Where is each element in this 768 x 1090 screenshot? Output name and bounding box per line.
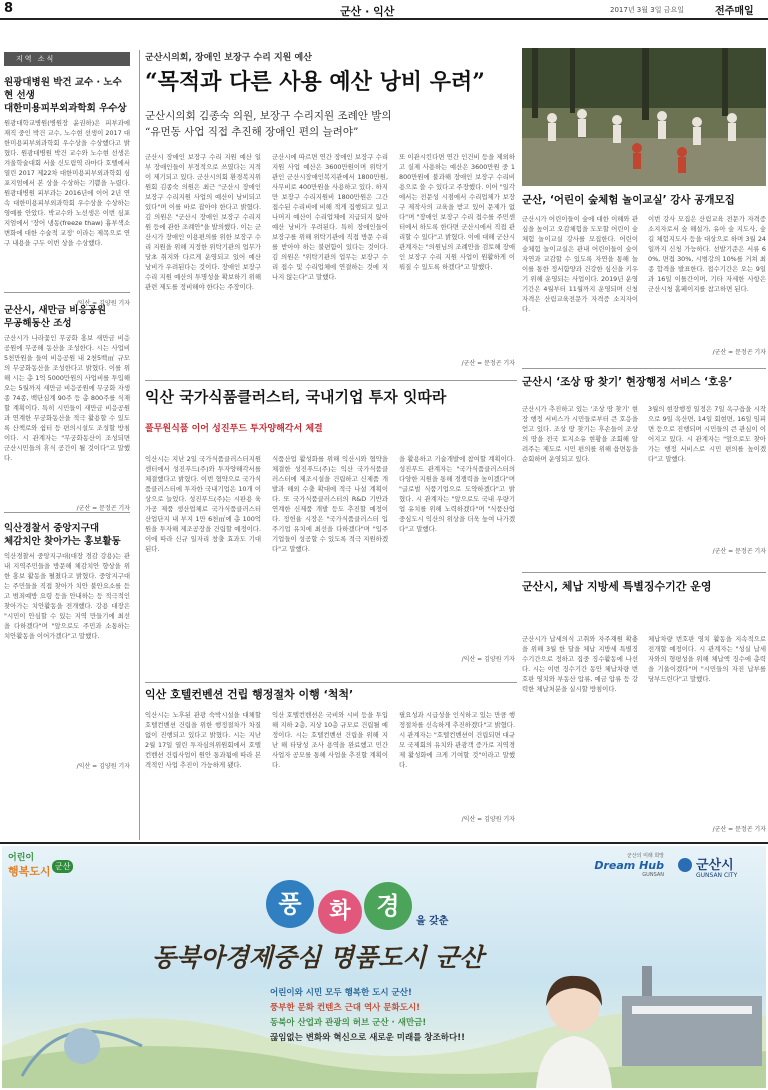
food-headline: 익산 국가식품클러스터, 국내기업 투자 잇따라: [145, 388, 447, 406]
main-credit: /군산 = 문정곤 기자: [461, 360, 515, 367]
sidebar: [4, 52, 134, 842]
food-subhead: 풀무원식품 이어 성진푸드 투자양해각서 체결: [145, 424, 323, 434]
ad-circles-suffix: 을 갖춘: [416, 916, 449, 927]
ancestor-headline: 군산시 ‘조상 땅 찾기’ 현장행정 서비스 ‘호응’: [522, 376, 733, 388]
tax-col-1: 군산시가 납세의식 고취와 자주재원 확충을 위해 3월 한 달을 체납 지방세 특별징수기간으로 정하고 집중 징수활동에 나선다. 시는 이번 징수기간 동안 체납차량 번호판 영치와 부동산 압류, 예금 압류 등 강력한 체납처분을 실시할 방침이다.: [522, 635, 638, 693]
ancestor-credit: /군산 = 문정곤 기자: [712, 548, 766, 555]
main-headline: “목적과 다른 사용 예산 낭비 우려”: [145, 69, 485, 95]
ancestor-story: [522, 374, 766, 564]
photo-story-credit: /군산 = 문정곤 기자: [712, 349, 766, 356]
sidebar-column-rule: [139, 50, 140, 840]
section-rule: [522, 368, 766, 369]
main-story: [145, 50, 517, 375]
main-kicker: 군산시의회, 장애인 보장구 수리 지원 예산: [145, 53, 312, 63]
food-col-1: 익산시는 지난 2일 국가식품클러스터지원센터에서 성진푸드(주)와 투자양해각서를 체결했다고 밝혔다. 이번 협약으로 국가식품클러스터에 투자한 국내기업은 10개 이상으로 늘었다. 성진푸드(주)는 시판용 육가공 제품 생산업체로 국가식품클러스터 산업단지 내 부지 1만 6천㎡에 총 100억원을 투자해 제조공장을 건립할 예정이다. 이에 따라 신규 일자리 창출 효과도 기대된다.: [145, 455, 261, 553]
food-col-2: 식품산업 활성화를 위해 익산시와 협약을 체결한 성진푸드(주)는 익산 국가식품클러스터에 제조시설을 건립하고 신제품 개발과 해외 수출 확대에 적극 나설 계획이다. 또 국가식품클러스터의 R&D 기반과 연계한 신제품 개발 등도 추진할 예정이다. 정헌율 시장은 "국가식품클러스터 입주기업 유치에 최선을 다하겠다"며 "입주기업들이 성공할 수 있도록 적극 지원하겠다"고 말했다.: [272, 455, 388, 553]
sidebar-divider: [4, 512, 130, 513]
page-header: [0, 0, 768, 18]
ad-circle: 화: [318, 890, 362, 934]
sidebar-item: [4, 304, 130, 512]
ad-circle: 경: [364, 882, 412, 930]
sidebar-item-credit: /익산 = 김양원 기자: [76, 763, 130, 770]
ad-logo-city: 군산시 GUNSAN CITY: [678, 854, 762, 888]
issue-date: 2017년 3월 3일 금요일: [610, 6, 684, 14]
city-advertisement: [2, 846, 766, 1088]
sidebar-item-title: 익산경찰서 중앙지구대 체감치안 찾아가는 홍보활동: [4, 523, 121, 547]
main-col-2: 군산시에 따르면 연간 장애인 보장구 수리 지원 사업 예산은 3600만원이며 위탁기관인 군산시장애인복지관에서 1800만원, 사무비로 400만원을 사용하고 있다. 하지만 보장구 수리지원비 1800만원은 그간 접수된 수리비에 비해 적게 집행되고 있고 나머지 예산이 수리업체에 지급되지 않아 예산 낭비가 우려된다. 특히 장애인들이 보장구를 위해 위탁기관에 직접 방문 수리를 받아야 하는 불편함이 있다는 것이다. 김 의원은 "위탁기관의 업무는 보장구 수리 접수 및 수리업체에 연결하는 것에 지나지 않는다"고 말했다.: [272, 153, 388, 281]
sidebar-item-credit: /익산 = 김양원 기자: [76, 300, 130, 307]
food-credit: /익산 = 김양원 기자: [461, 656, 515, 663]
sidebar-item: [4, 522, 130, 770]
hotel-story: [145, 686, 517, 838]
city-emblem-icon: [678, 858, 692, 872]
header-rule: [0, 18, 768, 20]
food-col-3: 을 활용하고 기술개발에 참여할 계획이다. 성진푸드 관계자는 "국가식품클러스터의 다양한 지원을 통해 경쟁력을 높이겠다"며 "글로벌 식품기업으로 도약하겠다"고 밝혔다. 시 관계자는 "앞으로도 국내 우량기업 유치를 위해 노력하겠다"며 "식품산업 중심도시 익산의 위상을 더욱 높여 나가겠다"고 말했다.: [399, 455, 515, 533]
ad-child-photo: [522, 966, 622, 1088]
ad-main-slogan: 동북아경제중심 명품도시 군산: [152, 943, 484, 972]
section-rule: [522, 572, 766, 573]
section-title: 군산 · 익산: [340, 5, 395, 18]
sidebar-label: 지역 소식: [4, 52, 130, 66]
sidebar-item-body: 익산경찰서 중앙지구대(대장 경감 강용)는 관내 지역주민들을 방문해 체감치안 향상을 위한 홍보 활동을 펼쳤다고 밝혔다. 중앙지구대는 주민들을 직접 찾아가 치안 불안요소를 듣고 범죄예방 요령 등을 안내하는 등 적극적인 찾아가는 치안활동을 전개했다. 강용 대장은 "시민이 안심할 수 있는 지역 만들기에 최선을 다하겠다"며 "앞으로도 주민과 소통하는 치안활동을 이어가겠다"고 말했다.: [4, 552, 130, 640]
tax-headline: 군산시, 체납 지방세 특별징수기간 운영: [522, 580, 712, 593]
main-col-1: 군산시 장애인 보장구 수리 지원 예산 일부 장애인들이 부정적으로 쓰였다는 지적이 제기되고 있다. 군산시의회 환경복지위원회 김종숙 의원은 최근 "군산시 장애인 보장구 수리지원 사업의 예산이 낭비되고 있다"며 이를 바로 잡아야 한다고 밝혔다. 김 의원은 "군산시 장애인 보장구 수리지원 등에 관한 조례안"을 발의했다. 이는 군산시가 장애인 이용편의를 위한 보장구 수리 지원을 위해 지정한 위탁기관의 업무가 당초 취지와 다르게 운영되고 있어 예산 낭비가 우려된다는 것이다. 장애인 보장구 수리 지원 예산의 투명성을 확보하기 위해 관련 제도를 정비해야 한다는 주장이다.: [145, 153, 261, 291]
ancestor-col-1: 군산시가 추진하고 있는 '조상 땅 찾기' 현장 행정 서비스가 시민들로부터 큰 호응을 얻고 있다. 조상 땅 찾기는 후손들이 조상의 땅을 전국 토지소유 현황을 조회해 알려주는 제도로 시민 편의를 위해 읍면동을 순회하며 운영되고 있다.: [522, 405, 638, 463]
sidebar-item-title: 원광대병원 박건 교수 · 노수현 선생 대한미용피부외과학회 우수상: [4, 77, 127, 114]
ad-tagline: 풍부한 문화 컨텐츠 근대 역사 문화도시!: [270, 1003, 421, 1013]
tax-credit: /군산 = 문정곤 기자: [712, 826, 766, 833]
photo-story-col-1: 군산시가 어린이들이 숲에 대한 이해와 관심을 높이고 오감체험을 도모할 어린이 숲체험 놀이교실 강사를 모집한다. 어린이 숲체험 놀이교실은 관내 어린이들이 숲이 자연과 교감할 수 있도록 자연을 통해 놀이를 통한 정서함양과 건강한 심신을 키우기 위해 운영되는 사업이다. 2019년 운영기간은 4월부터 11월까지 운영되며 신청 자격은 산림교육전문가 자격증 소지자이다.: [522, 215, 638, 313]
photo-story: [522, 192, 766, 362]
ad-circle: 풍: [266, 880, 314, 928]
main-subhead: 군산시의회 김종숙 의원, 보장구 수리지원 조례안 발의 “유먼동 사업 직접 추진해 장애인 편의 늘려야”: [145, 110, 392, 138]
photo-story-col-2: 이번 강사 모집은 산림교육 전문가 자격증 소지자로서 숲 해설가, 유아 숲 지도사, 숲길 체험지도사 등을 대상으로 하며 3월 24일까지 신청 가능하다. 선발기준은 서류 60%, 면접 30%, 시범강의 10%를 거쳐 최종 합격을 발표한다. 접수기간은 오는 9일과 16일 이틀간이며, 기타 자세한 사항은 군산시청 홈페이지를 참고하면 된다.: [648, 215, 766, 293]
photo-story-headline: 군산, ‘어린이 숲체험 놀이교실’ 강사 공개모집: [522, 194, 735, 206]
sidebar-item-title: 군산시, 새만금 비응공원 무공해동산 조성: [4, 305, 106, 329]
photo-children-forest: [522, 48, 766, 186]
ad-top-rule: [0, 842, 768, 844]
section-rule: [145, 380, 517, 381]
sidebar-item: [4, 76, 130, 307]
section-rule: [145, 682, 517, 683]
hotel-col-3: 필요성과 시급성을 인식하고 있는 만큼 행정절차를 신속하게 추진하겠다"고 밝혔다. 시 관계자는 "호텔컨벤션이 건립되면 대규모 국제회의 유치와 관광객 증가로 지역경제 활성화에 크게 기여할 것"이라고 말했다.: [399, 711, 515, 769]
main-col-3: 또 이관시킨다면 연간 인건비 등을 제외하고 실제 사용하는 예산은 3600만원 중 1800만원에 불과해 장애인 보장구 수리비용으로 쓸 수 있다고 주장했다. 이어 "일각에서는 전문성 시점에서 수리업체가 보장구 제작사의 교육을 받고 있어 문제가 없다"며 "장애인 보장구 수리 접수를 주민센터에서 하도록 한다면 군산시에서 직접 관리할 수 있다"고 밝혔다. 이에 대해 군산시 관계자는 "의원님의 조례안을 검토해 장애인 보장구 수리 지원 사업이 원활하게 이뤄질 수 있도록 하겠다"고 말했다.: [399, 153, 515, 271]
hotel-col-2: 익산 호텔컨벤션은 국비와 시비 등을 투입해 지하 2층, 지상 10층 규모로 건립될 예정이다. 시는 호텔컨벤션 건립을 위해 지난 해 타당성 조사 용역을 완료했고 민간 사업자 공모를 통해 사업을 추진할 계획이다.: [272, 711, 388, 769]
ad-child-badge: 어린이 행복도시 군산: [8, 850, 78, 890]
hotel-col-1: 익산시는 노후된 관광 숙박시설을 대체할 호텔컨벤션 건립을 위한 행정절차가 차질없이 진행되고 있다고 밝혔다. 시는 지난 2월 17일 열린 투자심의위원회에서 호텔컨벤션 건립사업이 원안 통과됨에 따라 본격적인 사업 추진이 가능하게 됐다.: [145, 711, 261, 769]
hotel-credit: /익산 = 김양원 기자: [461, 816, 515, 823]
ancestor-col-2: 3월의 현장행정 일정은 7일 옥구읍을 시작으로 9일 옥산면, 14일 회현면, 16일 임피면 등으로 진행되며 시민들의 큰 관심이 이어지고 있다. 시 관계자는 "앞으로도 찾아가는 행정 서비스로 시민 편의를 높이겠다"고 말했다.: [648, 405, 766, 463]
ad-logo-dreamhub: 군산의 미래 희망 Dream Hub GUNSAN: [594, 853, 664, 878]
sidebar-item-credit: /군산 = 문정곤 기자: [76, 505, 130, 512]
ad-tagline-list: [270, 986, 530, 1046]
sidebar-item-body: 원광대학교병원(병원장 윤권하)은 피부과에 재직 중인 박건 교수, 노수현 선생이 2017 대한미용피부외과학회 우수상을 수상했다고 밝혔다. 원광대병원 박건 교수와 노수현 선생은 겨울학술대회 서울 신도림역 라마다 호텔에서 열린 2017 제22차 대한미용피부외과학회 심포지엄에서 본 상을 수상하는 기쁨을 누렸다. 원광대병원 피부과는 2016년에 이어 2년 연속 대한미용피부외과학회 우수상을 수상하는 영예를 안았다. 박교수와 노선생은 이번 심포지엄에서 '장어 냉동(freeze thaw) 흉부색소 변화에 대한 수술적 교정' 이라는 제목으로 연구 내용을 구두 이번 상을 수상했다.: [4, 119, 130, 247]
tax-story: [522, 578, 766, 838]
sidebar-divider: [4, 292, 130, 293]
paper-name: 전주매일: [715, 6, 754, 17]
ad-tagline: 끊임없는 변화와 혁신으로 새로운 미래를 창조하다!!: [270, 1033, 465, 1043]
ad-tagline: 어린이와 시민 모두 행복한 도시 군산!: [270, 988, 412, 998]
food-story: [145, 386, 517, 676]
sidebar-item-body: 군산시가 나라꽃인 무궁화 홍보 새만금 비응공원에 무공해 동산을 조성한다. 시는 사업비 5천만원을 들여 비응공원 내 2천5백㎡ 규모의 무궁화동산을 조성한다고 밝혔다. 이를 위해 시는 총 1억 5000만원의 사업비를 투입해 오는 5월까지 새만금 비응공원에 무궁화 자생종 74종, 백단심계 90주 등 총 800주를 식재할 계획이다. 특히 시민들이 새만금 비응공원과 연계한 무궁화동산을 적극 활용할 수 있도록 산책로와 쉼터 등 편의시설도 조성할 방침이다. 시 관계자는 "무궁화동산이 조성되면 군산시민들의 휴식 공간이 될 것이다"고 말했다.: [4, 334, 130, 462]
tax-col-2: 체납차량 번호판 영치 활동을 지속적으로 전개할 예정이다. 시 관계자는 "성실 납세자와의 형평성을 위해 체납액 징수에 총력을 기울이겠다"며 "시민들의 자진 납부를 당부드린다"고 말했다.: [648, 635, 766, 683]
hotel-headline: 익산 호텔컨벤션 건립 행정절차 이행 ‘척척’: [145, 688, 354, 701]
page-number: 8: [4, 1, 14, 16]
ad-tagline: 동북아 산업과 관광의 허브 군산 · 새만금!: [270, 1018, 427, 1028]
photo-image: [522, 48, 766, 186]
